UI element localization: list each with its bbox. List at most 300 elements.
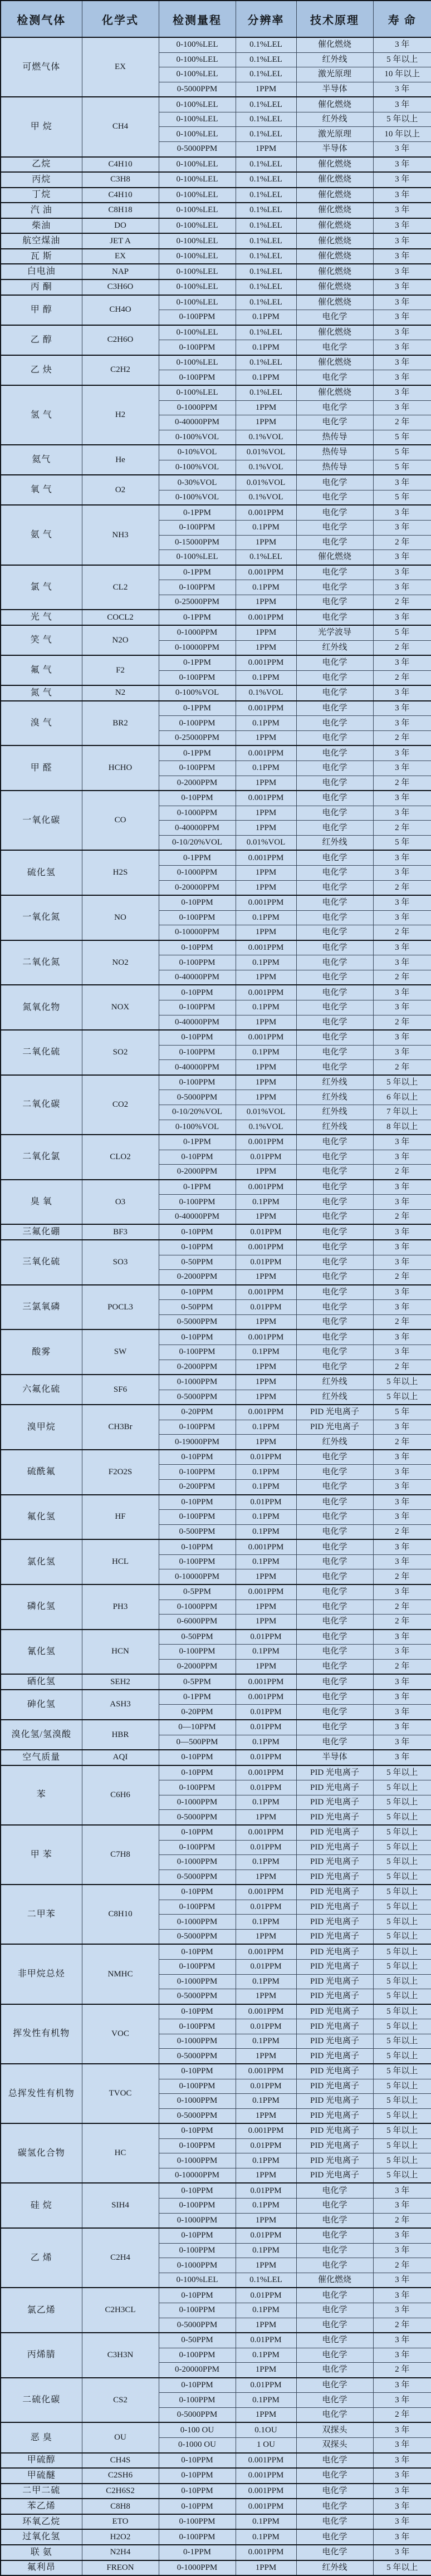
resolution-cell: 1PPM (236, 1615, 296, 1630)
chemical-formula-cell: SO3 (82, 1240, 159, 1285)
lifespan-cell: 5 年以上 (373, 2049, 431, 2064)
technology-cell: 电化学 (296, 1705, 373, 1720)
gas-name-cell: 溴化氢/氢溴酸 (1, 1720, 82, 1750)
gas-name-cell: 硫化氢 (1, 850, 82, 895)
technology-cell: PID 光电离子 (296, 2168, 373, 2183)
range-cell: 0-100PPM (159, 1645, 236, 1660)
lifespan-cell: 3 年 (373, 985, 431, 1000)
table-row (1, 233, 431, 249)
technology-cell: 电化学 (296, 2213, 373, 2228)
chemical-formula-cell: HCHO (82, 745, 159, 791)
resolution-cell: 1PPM (236, 141, 296, 156)
technology-cell: 电化学 (296, 1150, 373, 1165)
resolution-cell: 0.001PPM (236, 1539, 296, 1554)
lifespan-cell: 2 年 (373, 1270, 431, 1285)
range-cell: 0-100PPM (159, 1465, 236, 1480)
resolution-cell: 0.1PPM (236, 1510, 296, 1525)
lifespan-cell: 5 年 (373, 625, 431, 640)
lifespan-cell: 3 年 (373, 233, 431, 249)
technology-cell: 电化学 (296, 1270, 373, 1285)
range-cell: 0-10000PPM (159, 2168, 236, 2183)
gas-name-cell: 甲硫醚 (1, 2468, 82, 2484)
gas-name-cell: 氰化氢 (1, 1630, 82, 1675)
lifespan-cell: 2 年 (373, 821, 431, 836)
resolution-cell: 1PPM (236, 1599, 296, 1615)
technology-cell: 电化学 (296, 1510, 373, 1525)
lifespan-cell: 2 年 (373, 2363, 431, 2378)
chemical-formula-cell: C2SH6 (82, 2468, 159, 2484)
resolution-cell: 1PPM (236, 1390, 296, 1405)
lifespan-cell: 3 年 (373, 565, 431, 580)
lifespan-cell: 5 年以上 (373, 1944, 431, 1959)
lifespan-cell: 5 年以上 (373, 1075, 431, 1090)
gas-name-cell: 一氧化氮 (1, 895, 82, 940)
chemical-formula-cell: O2 (82, 475, 159, 505)
chemical-formula-cell: H2S (82, 850, 159, 895)
range-cell: 0-10PPM (159, 2183, 236, 2198)
technology-cell: 双探头 (296, 2422, 373, 2437)
resolution-cell: 0.001PPM (236, 985, 296, 1000)
technology-cell: 红外线 (296, 2560, 373, 2576)
table-row (1, 1674, 431, 1690)
range-cell: 0-25000PPM (159, 595, 236, 610)
resolution-cell: 0.1%LEL (236, 37, 296, 52)
technology-cell: 电化学 (296, 2453, 373, 2469)
lifespan-cell: 3 年 (373, 1480, 431, 1495)
technology-cell: 电化学 (296, 521, 373, 536)
resolution-cell: 1PPM (236, 2168, 296, 2183)
range-cell: 0-5000PPM (159, 1929, 236, 1944)
lifespan-cell: 10 年以上 (373, 127, 431, 142)
chemical-formula-cell: C8H8 (82, 2499, 159, 2514)
technology-cell: 热传导 (296, 445, 373, 460)
gas-name-cell: 乙 烯 (1, 2228, 82, 2288)
range-cell: 0-100PPM (159, 340, 236, 355)
technology-cell: PID 光电离子 (296, 1825, 373, 1840)
table-row (1, 157, 431, 173)
resolution-cell: 0.1%LEL (236, 203, 296, 218)
resolution-cell: 0.1PPM (236, 2153, 296, 2168)
range-cell: 0-100%VOL (159, 430, 236, 445)
resolution-cell: 0.01PPM (236, 1150, 296, 1165)
range-cell: 0-10PPM (159, 1885, 236, 1900)
range-cell: 0-10PPM (159, 1224, 236, 1240)
table-row (1, 2378, 431, 2393)
gas-name-cell: 磷化氢 (1, 1584, 82, 1630)
lifespan-cell: 3 年 (373, 475, 431, 490)
lifespan-cell: 2 年 (373, 1015, 431, 1030)
lifespan-cell: 5 年以上 (373, 52, 431, 67)
lifespan-cell: 3 年 (373, 1450, 431, 1465)
resolution-cell: 1PPM (236, 1360, 296, 1375)
range-cell: 0-1PPM (159, 1135, 236, 1150)
range-cell: 0-1000PPM (159, 1795, 236, 1810)
resolution-cell: 0.001PPM (236, 2004, 296, 2019)
range-cell: 0-100%LEL (159, 127, 236, 142)
resolution-cell: 0.1PPM (236, 761, 296, 776)
technology-cell: 电化学 (296, 1195, 373, 1210)
range-cell: 0-100%LEL (159, 97, 236, 112)
lifespan-cell: 3 年 (373, 1674, 431, 1690)
range-cell: 0-40000PPM (159, 1015, 236, 1030)
lifespan-cell: 5 年以上 (373, 1974, 431, 1989)
lifespan-cell: 5 年 (373, 430, 431, 445)
lifespan-cell: 3 年 (373, 505, 431, 520)
chemical-formula-cell: C3H6O (82, 279, 159, 295)
resolution-cell: 0.1%LEL (236, 279, 296, 295)
lifespan-cell: 3 年 (373, 2183, 431, 2198)
range-cell: 0-10PPM (159, 2064, 236, 2079)
lifespan-cell: 2 年 (373, 730, 431, 745)
table-row (1, 2545, 431, 2560)
technology-cell: 电化学 (296, 370, 373, 385)
technology-cell: 电化学 (296, 1180, 373, 1195)
resolution-cell: 0.001PPM (236, 745, 296, 760)
table-row (1, 895, 431, 910)
lifespan-cell: 3 年 (373, 2484, 431, 2499)
chemical-formula-cell: C2H4 (82, 2228, 159, 2288)
range-cell: 0-10PPM (159, 1825, 236, 1840)
gas-name-cell: 甲 苯 (1, 1825, 82, 1885)
chemical-formula-cell: BR2 (82, 701, 159, 746)
technology-cell: 电化学 (296, 2545, 373, 2560)
technology-cell: PID 光电离子 (296, 1915, 373, 1930)
technology-cell: 电化学 (296, 595, 373, 610)
lifespan-cell: 5 年以上 (373, 2123, 431, 2138)
technology-cell: PID 光电离子 (296, 1929, 373, 1944)
table-row (1, 295, 431, 310)
table-row (1, 385, 431, 400)
range-cell: 0-1000PPM (159, 2213, 236, 2228)
technology-cell: PID 光电离子 (296, 2049, 373, 2064)
resolution-cell: 0.001PPM (236, 1690, 296, 1705)
chemical-formula-cell: ETO (82, 2514, 159, 2530)
table-row (1, 1944, 431, 1959)
resolution-cell: 0.001PPM (236, 2453, 296, 2469)
resolution-cell: 0.1PPM (236, 1795, 296, 1810)
resolution-cell: 1PPM (236, 1435, 296, 1450)
lifespan-cell: 3 年 (373, 279, 431, 295)
range-cell: 0-1000PPM (159, 2258, 236, 2273)
gas-name-cell: 甲硫醇 (1, 2453, 82, 2469)
resolution-cell: 0.01%VOL (236, 835, 296, 850)
range-cell: 0-100%LEL (159, 249, 236, 264)
lifespan-cell: 3 年 (373, 685, 431, 701)
resolution-cell: 0.001PPM (236, 895, 296, 910)
range-cell: 0-100PPM (159, 1420, 236, 1435)
chemical-formula-cell: NO2 (82, 940, 159, 985)
lifespan-cell: 3 年 (373, 1495, 431, 1510)
technology-cell: 电化学 (296, 940, 373, 955)
lifespan-cell: 3 年 (373, 2393, 431, 2408)
lifespan-cell: 3 年 (373, 1584, 431, 1599)
technology-cell: 电化学 (296, 1224, 373, 1240)
resolution-cell: 0.1PPM (236, 1195, 296, 1210)
resolution-cell: 1PPM (236, 2560, 296, 2576)
range-cell: 0-1PPM (159, 610, 236, 625)
lifespan-cell: 3 年 (373, 1554, 431, 1569)
resolution-cell: 0.001PPM (236, 1405, 296, 1420)
range-cell: 0-100PPM (159, 2138, 236, 2153)
resolution-cell: 1PPM (236, 2363, 296, 2378)
table-row (1, 2484, 431, 2499)
lifespan-cell: 2 年 (373, 670, 431, 685)
resolution-cell: 0.1%VOL (236, 490, 296, 505)
resolution-cell: 0.1PPM (236, 521, 296, 536)
table-row (1, 1075, 431, 1090)
gas-name-cell: 氟化氢 (1, 1495, 82, 1540)
gas-name-cell: 甲 烷 (1, 97, 82, 156)
chemical-formula-cell: SIH4 (82, 2183, 159, 2228)
range-cell: 0-10/20%VOL (159, 835, 236, 850)
resolution-cell: 1PPM (236, 1090, 296, 1105)
lifespan-cell: 3 年 (373, 2243, 431, 2258)
lifespan-cell: 3 年 (373, 550, 431, 565)
range-cell: 0-100%LEL (159, 264, 236, 279)
resolution-cell: 0.001PPM (236, 2123, 296, 2138)
resolution-cell: 0.1OU (236, 2422, 296, 2437)
chemical-formula-cell: C7H8 (82, 1825, 159, 1885)
lifespan-cell: 3 年 (373, 2303, 431, 2318)
chemical-formula-cell: H2 (82, 385, 159, 445)
technology-cell: 电化学 (296, 310, 373, 325)
table-row (1, 850, 431, 865)
chemical-formula-cell: NAP (82, 264, 159, 279)
column-header: 寿 命 (373, 1, 431, 37)
resolution-cell: 1PPM (236, 1810, 296, 1825)
technology-cell: PID 光电离子 (296, 1780, 373, 1795)
technology-cell: 电化学 (296, 1465, 373, 1480)
technology-cell: PID 光电离子 (296, 2004, 373, 2019)
range-cell: 0-50PPM (159, 1300, 236, 1315)
lifespan-cell: 5 年以上 (373, 1765, 431, 1780)
range-cell: 0-100%VOL (159, 490, 236, 505)
gas-name-cell: 甲 醇 (1, 295, 82, 325)
gas-name-cell: 苯乙烯 (1, 2499, 82, 2514)
range-cell: 0-10PPM (159, 1240, 236, 1255)
range-cell: 0-100%LEL (159, 550, 236, 565)
chemical-formula-cell: POCL3 (82, 1285, 159, 1330)
resolution-cell: 1PPM (236, 1659, 296, 1674)
resolution-cell: 1PPM (236, 1314, 296, 1329)
lifespan-cell: 3 年 (373, 806, 431, 821)
resolution-cell: 1PPM (236, 925, 296, 940)
lifespan-cell: 2 年 (373, 2258, 431, 2273)
technology-cell: PID 光电离子 (296, 2153, 373, 2168)
range-cell: 0-1PPM (159, 701, 236, 716)
range-cell: 0-1000PPM (159, 865, 236, 880)
gas-name-cell: 二硫化碳 (1, 2378, 82, 2423)
lifespan-cell: 5 年以上 (373, 1855, 431, 1870)
technology-cell: 电化学 (296, 565, 373, 580)
technology-cell: 红外线 (296, 640, 373, 655)
technology-cell: 电化学 (296, 1045, 373, 1060)
lifespan-cell: 3 年 (373, 865, 431, 880)
chemical-formula-cell: HF (82, 1495, 159, 1540)
lifespan-cell: 3 年 (373, 1735, 431, 1750)
resolution-cell: 0.1%LEL (236, 172, 296, 188)
resolution-cell: 0.01PPM (236, 2019, 296, 2034)
range-cell: 0-5PPM (159, 1584, 236, 1599)
range-cell: 0-2000PPM (159, 1360, 236, 1375)
gas-name-cell: 氮 气 (1, 685, 82, 701)
range-cell: 0-1000PPM (159, 1974, 236, 1989)
range-cell: 0-100%LEL (159, 295, 236, 310)
lifespan-cell: 5 年 (373, 1405, 431, 1420)
technology-cell: 催化燃烧 (296, 233, 373, 249)
lifespan-cell: 3 年 (373, 400, 431, 415)
resolution-cell: 0.01PPM (236, 1900, 296, 1915)
resolution-cell: 0.01PPM (236, 1300, 296, 1315)
gas-name-cell: 非甲烷总烃 (1, 1944, 82, 2004)
technology-cell: 催化燃烧 (296, 218, 373, 234)
technology-cell: 电化学 (296, 655, 373, 670)
lifespan-cell: 5 年以上 (373, 1989, 431, 2004)
technology-cell: 电化学 (296, 1314, 373, 1329)
chemical-formula-cell: N2O (82, 625, 159, 655)
resolution-cell: 1PPM (236, 776, 296, 791)
range-cell: 0-1PPM (159, 1690, 236, 1705)
table-row (1, 2288, 431, 2303)
gas-name-cell: 碳氢化合物 (1, 2123, 82, 2183)
lifespan-cell: 3 年 (373, 716, 431, 731)
lifespan-cell: 3 年 (373, 2199, 431, 2214)
lifespan-cell: 2 年 (373, 1209, 431, 1224)
resolution-cell: 0.001PPM (236, 1030, 296, 1045)
resolution-cell: 0.1PPM (236, 910, 296, 925)
resolution-cell: 0.001PPM (236, 1180, 296, 1195)
table-row (1, 745, 431, 760)
technology-cell: 催化燃烧 (296, 325, 373, 340)
table-row (1, 2422, 431, 2437)
range-cell: 0-100%LEL (159, 37, 236, 52)
range-cell: 0-10PPM (159, 1539, 236, 1554)
table-row (1, 218, 431, 234)
range-cell: 0-5000PPM (159, 2108, 236, 2123)
lifespan-cell: 3 年 (373, 370, 431, 385)
table-row (1, 1539, 431, 1554)
range-cell: 0-100PPM (159, 1510, 236, 1525)
range-cell: 0-5000PPM (159, 2318, 236, 2333)
table-row (1, 1180, 431, 1195)
technology-cell: 电化学 (296, 1030, 373, 1045)
technology-cell: 红外线 (296, 1375, 373, 1390)
resolution-cell: 0.1%LEL (236, 233, 296, 249)
chemical-formula-cell: NO (82, 895, 159, 940)
chemical-formula-cell: TVOC (82, 2064, 159, 2123)
range-cell: 0-100%LEL (159, 218, 236, 234)
range-cell: 0-25000PPM (159, 730, 236, 745)
gas-name-cell: 硒化氢 (1, 1674, 82, 1690)
table-row (1, 701, 431, 716)
range-cell: 0-100PPM (159, 2514, 236, 2530)
technology-cell: 电化学 (296, 535, 373, 550)
table-row (1, 445, 431, 460)
lifespan-cell: 2 年 (373, 1569, 431, 1584)
table-row (1, 1885, 431, 1900)
range-cell: 0-5000PPM (159, 1989, 236, 2004)
range-cell: 0-100PPM (159, 1075, 236, 1090)
technology-cell: 催化燃烧 (296, 355, 373, 370)
resolution-cell: 0.001PPM (236, 655, 296, 670)
resolution-cell: 0.01PPM (236, 1840, 296, 1855)
table-row (1, 1630, 431, 1645)
chemical-formula-cell: H2O2 (82, 2529, 159, 2545)
lifespan-cell: 3 年 (373, 1000, 431, 1015)
table-row (1, 1690, 431, 1705)
resolution-cell: 0.001PPM (236, 505, 296, 520)
technology-cell: 电化学 (296, 701, 373, 716)
lifespan-cell: 5 年以上 (373, 1885, 431, 1900)
table-row (1, 505, 431, 520)
gas-name-cell: 氨 气 (1, 505, 82, 565)
gas-name-cell: 丙烯腈 (1, 2333, 82, 2378)
range-cell: 0-5000PPM (159, 1390, 236, 1405)
lifespan-cell: 3 年 (373, 1300, 431, 1315)
resolution-cell: 0.1PPM (236, 1554, 296, 1569)
chemical-formula-cell: CH4 (82, 97, 159, 156)
range-cell: 0-100PPM (159, 310, 236, 325)
resolution-cell: 0.1PPM (236, 1465, 296, 1480)
technology-cell: 红外线 (296, 52, 373, 67)
resolution-cell: 1PPM (236, 2213, 296, 2228)
technology-cell: 催化燃烧 (296, 279, 373, 295)
resolution-cell: 0.001PPM (236, 1885, 296, 1900)
technology-cell: 电化学 (296, 2378, 373, 2393)
lifespan-cell: 3 年 (373, 2545, 431, 2560)
range-cell: 0-40000PPM (159, 1209, 236, 1224)
chemical-formula-cell: HC (82, 2123, 159, 2183)
gas-name-cell: 硫酰氟 (1, 1450, 82, 1495)
technology-cell: 电化学 (296, 1645, 373, 1660)
range-cell: 0-5000PPM (159, 1314, 236, 1329)
range-cell: 0-10PPM (159, 2484, 236, 2499)
range-cell: 0-1000PPM (159, 1375, 236, 1390)
table-row (1, 1030, 431, 1045)
resolution-cell: 1PPM (236, 1060, 296, 1075)
resolution-cell: 0.001PPM (236, 850, 296, 865)
table-row (1, 1240, 431, 1255)
range-cell: 0-6000PPM (159, 1615, 236, 1630)
range-cell: 0-100PPM (159, 2199, 236, 2214)
resolution-cell: 1PPM (236, 625, 296, 640)
range-cell: 0-10000PPM (159, 1569, 236, 1584)
resolution-cell: 0.1%LEL (236, 127, 296, 142)
table-row (1, 2560, 431, 2576)
resolution-cell: 0.001PPM (236, 565, 296, 580)
range-cell: 0-50PPM (159, 1630, 236, 1645)
lifespan-cell: 2 年 (373, 535, 431, 550)
range-cell: 0-100%LEL (159, 279, 236, 295)
range-cell: 0-15000PPM (159, 535, 236, 550)
range-cell: 0-100PPM (159, 1900, 236, 1915)
resolution-cell: 1PPM (236, 1929, 296, 1944)
table-row (1, 355, 431, 370)
chemical-formula-cell: DO (82, 218, 159, 234)
resolution-cell: 0.1PPM (236, 340, 296, 355)
table-row (1, 37, 431, 52)
resolution-cell: 0.01%VOL (236, 1105, 296, 1120)
resolution-cell: 0.1%LEL (236, 264, 296, 279)
resolution-cell: 0.1PPM (236, 1855, 296, 1870)
range-cell: 0-100%LEL (159, 355, 236, 370)
lifespan-cell: 3 年 (373, 310, 431, 325)
resolution-cell: 1PPM (236, 1569, 296, 1584)
technology-cell: 电化学 (296, 490, 373, 505)
lifespan-cell: 3 年 (373, 2514, 431, 2530)
range-cell: 0-100%VOL (159, 685, 236, 701)
gas-name-cell: 汽 油 (1, 203, 82, 218)
